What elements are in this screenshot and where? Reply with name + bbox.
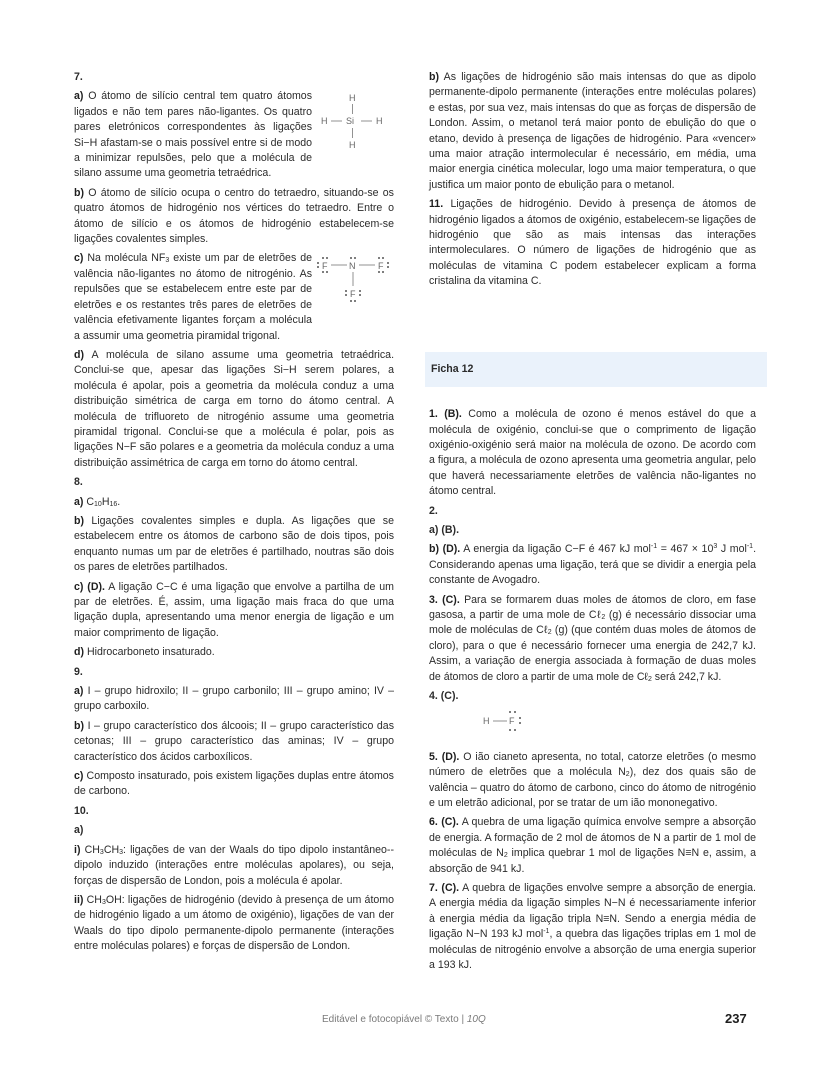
q8c-text: A ligação C−C é uma ligação que envolve a partilha de um par de eletrões. É, assim, uma ligação mais fraca do que uma ligação dupla, apresentando uma menor energia de ligação e um maior comprimento de ligação.: [74, 580, 394, 639]
q10-ii-formula-a: CH: [86, 893, 102, 906]
f3-label: 3. (C).: [429, 593, 460, 606]
q11-answer: [429, 197, 756, 289]
nf3-lewis-diagram: [313, 251, 393, 307]
f4-answer: 4. (C).: [429, 690, 459, 702]
q10-i-sub-a: 3: [99, 848, 104, 856]
question-8-number: 8.: [74, 476, 83, 489]
footer-copyright: Editável e fotocopiável © Texto |: [322, 1014, 467, 1025]
q10-ii-formula-b: OH: [105, 893, 122, 906]
f3-t2: (g) é necessário dissociar uma mole de moléculas de Cℓ: [429, 608, 756, 637]
nf3-f-left: F: [322, 261, 328, 272]
q8a-c: C: [86, 495, 95, 508]
q8a-end: .: [117, 495, 121, 508]
q8a-label: a): [74, 495, 84, 508]
q11-label: 11.: [429, 198, 444, 211]
q10a-ii-label: ii): [74, 893, 84, 906]
q8a-h-sub: 16: [109, 500, 118, 508]
question-10-number: 10.: [74, 804, 89, 817]
silane-h-bottom: H: [349, 140, 356, 151]
f2b-t3: J mol: [717, 543, 747, 556]
page-number: 237: [725, 1011, 747, 1026]
silane-h-top: H: [349, 93, 356, 104]
f1-text: Como a molécula de ozono é menos estável do que a molécula de oxigénio, conclui-se que o comprimento de ligação oxigénio-oxigénio será maior na molécula de ozono. De acordo com a figura, a molécula de ozono apresenta uma geometria angular, pelo que haverá necessariamente eletrões de valência não-ligantes no átomo central.: [429, 408, 757, 498]
q7c-text-pre: Na molécula NF: [87, 252, 166, 265]
f3-s1: 2: [601, 613, 606, 621]
q8a-answer: [74, 495, 394, 510]
hf-h: H: [483, 716, 490, 727]
f2b-sup3: -1: [746, 543, 754, 551]
f5-t1: O ião cianeto apresenta, no total, catorze eletrões (o mesmo número de eletrões que a molécula N: [429, 750, 756, 779]
silane-structure-figure: [312, 89, 394, 155]
q10-i-sub-b: 3: [119, 848, 124, 856]
nf3-structure-figure: [312, 251, 394, 307]
q8c-answer: [74, 580, 394, 642]
f2b-t1: A energia da ligação C−F é 467 kJ mol: [463, 543, 651, 556]
question-9-number: 9.: [74, 665, 83, 678]
f7-label: 7. (C).: [429, 882, 460, 895]
q8d-label: d): [74, 646, 84, 659]
q8c-label: c) (D).: [74, 580, 105, 593]
question-7-number: 7.: [74, 71, 83, 83]
q7d-label: d): [74, 348, 84, 361]
f2b-t4: . Considerando apenas uma ligação, terá que se dividir a energia pela constante de Avogadro.: [429, 543, 757, 587]
q10-ii-text: : ligações de hidrogénio (devido à presença de um átomo de hidrogénio ligado a um átomo de oxigénio), ligações de van der Waals do tipo dipolo permanente-dipolo permanente (interações entre moléculas polares) e forças de dispersão de London.: [74, 893, 394, 953]
q8a-h: H: [101, 495, 110, 508]
f5-label: 5. (D).: [429, 750, 460, 763]
f3-t3: (g) (que contém duas moles de átomos de cloro), para o que é necessário fornecer uma energia de 242,7 kJ. Assim, a variação de energia associada à formação de duas moles de átomos de cloro a partir de uma mole de Cℓ: [429, 624, 756, 683]
q10-i-text: : ligações de van der Waals do tipo dipolo instantâneo--dipolo induzido (interações entre moléculas apolares), ou seja, forças de dispersão de London, pois a molécula é apolar.: [74, 843, 394, 887]
silane-si: Si: [346, 116, 355, 127]
hf-lewis-diagram: [481, 708, 531, 734]
q11-text: Ligações de hidrogénio. Devido à presença de átomos de hidrogénio ligados a átomos de oxigénio, estabelecem-se ligações de hidrogénio que são as mais intensas das interações intermoleculares. O número de ligações de hidrogénio que as moléculas de vitamina C podem estabelecer explicam a forma cristalina da vitamina C.: [429, 198, 756, 288]
q10a-ii-answer: [74, 893, 394, 955]
f2b-sup2: 3: [713, 543, 718, 551]
q7c-subscript: 3: [165, 257, 170, 265]
hf-f: F: [509, 716, 515, 727]
q9b-text: I – grupo característico dos álcoois; II – grupo característico das cetonas; III – grupo característico das aminas; IV – grupo característico dos ácidos carboxílicos.: [74, 719, 394, 763]
f2-number: 2.: [429, 504, 438, 517]
q9c-text: Composto insaturado, pois existem ligações duplas entre átomos de carbono.: [74, 770, 394, 798]
f7-answer: [429, 881, 756, 973]
f6-answer: [429, 815, 756, 877]
f6-s1: 2: [503, 852, 508, 860]
f5-t2: ), dez dos quais são de valência – quatro do átomo de carbono, cinco do átomo de nitrogénio e um eletrão adicional, por se tratar de um ião mononegativo.: [429, 766, 756, 810]
q7b-answer: [74, 186, 394, 248]
left-column: [74, 70, 394, 959]
q7a-label: a): [74, 90, 84, 103]
q7a-block: [74, 89, 394, 185]
f7-t1: A quebra de ligações envolve sempre a absorção de energia. A energia média da ligação simples N−N é necessariamente inferior à energia média da ligação tripla N≡N. Sendo a energia média de ligação N−N 193 kJ mol: [429, 882, 756, 941]
q9b-label: b): [74, 719, 84, 732]
footer-book-title: 10Q: [466, 1014, 486, 1025]
page-footer: [322, 1014, 486, 1025]
q10a-i-answer: [74, 843, 394, 889]
q9a-label: a): [74, 685, 84, 698]
q9a-answer: [74, 684, 394, 715]
q10-ii-sub: 3: [101, 898, 106, 906]
f3-t4: será 242,7 kJ.: [651, 670, 722, 683]
q7a-answer: [74, 89, 312, 181]
q10a-label: a): [74, 824, 84, 837]
q10-i-formula-a: CH: [84, 843, 100, 856]
f6-label: 6. (C).: [429, 816, 459, 829]
q7d-text: A molécula de silano assume uma geometria tetraédrica. Conclui-se que, apesar das ligações Si−H serem polares, a molécula é apolar, pois a geometria da molécula conduz a uma distribuição simétrica de carga em torno do átomo central. A molécula de trifluoreto de nitrogénio assume uma geometria piramidal trigonal. Conclui-se que a molécula é polar, pois as ligações N−F são polares e a geometria da molécula conduz a uma distribuição assimétrica de carga em torno do átomo central.: [74, 348, 395, 469]
f7-t2: , a quebra das ligações triplas em 1 mol de moléculas de nitrogénio envolve a absorção de uma energia superior a 193 kJ.: [429, 928, 757, 972]
q7d-answer: [74, 348, 394, 471]
q8a-c-sub: 10: [94, 500, 102, 508]
f2b-sup1: -1: [650, 543, 658, 551]
q7c-block: [74, 251, 394, 347]
q7a-text: O átomo de silício central tem quatro átomos ligados e não tem pares não-ligantes. Os quatro pares eletrónicos correspondentes às ligações Si−H afastam-se o mais possível entre si de modo a minimizar repulsões, pelo que a molécula de silano assume uma geometria tetraédrica.: [74, 90, 312, 180]
q9b-answer: [74, 719, 394, 765]
silane-h-right: H: [376, 116, 383, 127]
f2a-answer: a) (B).: [429, 523, 460, 536]
q10b-label: b): [429, 71, 439, 83]
q7b-label: b): [74, 186, 84, 199]
q10-i-formula-b: CH: [103, 843, 120, 856]
q8b-label: b): [74, 514, 84, 527]
section-header-ficha-12: Ficha 12: [425, 352, 767, 387]
q7c-answer: [74, 251, 312, 343]
f3-s3: 2: [647, 675, 652, 683]
f2b-label: b) (D).: [429, 543, 461, 556]
q8b-text: Ligações covalentes simples e dupla. As ligações que se estabelecem entre os átomos de carbono são de dois tipos, pois enquanto numas um par de eletrões é partilhado, noutras são dois os pares de eletrões partilhados.: [74, 514, 394, 574]
f3-answer: [429, 593, 756, 685]
f6-t1: A quebra de uma ligação química envolve sempre a absorção de energia. A formação de 2 mol de átomos de N a partir de 1 mol de moléculas de N: [429, 816, 757, 860]
silane-lewis-diagram: [318, 89, 388, 155]
q9a-text: I – grupo hidroxilo; II – grupo carbonilo; III – grupo amino; IV – grupo carboxilo.: [74, 685, 394, 713]
nf3-n: N: [349, 261, 356, 272]
q7b-text: O átomo de silício ocupa o centro do tetraedro, situando-se os quatro átomos de hidrogénio nos vértices do tetraedro. Entre o átomo de silício e os átomos de hidrogénio estabelecem-se ligações covalentes simples.: [74, 186, 394, 246]
q10a-i-label: i): [74, 843, 81, 856]
right-column: [429, 70, 756, 978]
f6-t2: implica quebrar 1 mol de ligações N≡N e, assim, a absorção de 941 kJ.: [429, 847, 757, 875]
f5-s1: 2: [625, 771, 630, 779]
q7c-label: c): [74, 252, 84, 265]
f1-label: 1. (B).: [429, 408, 462, 421]
q9c-answer: [74, 769, 394, 800]
f3-s2: 2: [547, 629, 552, 637]
f3-t1: Para se formarem duas moles de átomos de cloro, em fase gasosa, a partir de uma mole de Cℓ: [429, 593, 756, 621]
q8d-text: Hidrocarboneto insaturado.: [86, 646, 215, 659]
q10b-text: As ligações de hidrogénio são mais intensas do que as dipolo permanente-dipolo permanente (interações entre moléculas polares) e estas, por sua vez, mais intensas do que as forças de dispersão de London. Assim, o metanol terá maior ponto de ebulição do que o etano, devido à presença de ligações de hidrogénio. Para «vencer» uma maior atração intermolecular é necessário, em média, uma maior energia cinética molecular, logo uma maior temperatura, o que justifica um maior ponto de ebulição para o metanol.: [429, 71, 756, 191]
q7c-text-post: existe um par de eletrões de valência não-ligantes no átomo de nitrogénio. As repulsões que se estabelecem entre este par de eletrões e os restantes três pares de eletrões de valência efetivamente ligantes forçam a molécula a assumir uma geometria piramidal trigonal.: [74, 252, 312, 342]
f2b-t2: = 467 × 10: [657, 543, 714, 556]
q10b-answer: [429, 70, 756, 193]
f2b-answer: [429, 542, 756, 588]
q9c-label: c): [74, 770, 84, 783]
q8b-answer: [74, 514, 394, 576]
nf3-f-bottom: F: [350, 289, 356, 300]
f7-s1: -1: [543, 928, 550, 936]
silane-h-left: H: [321, 116, 328, 127]
hf-structure-figure: [481, 708, 756, 739]
f1-answer: [429, 407, 756, 499]
q8d-answer: [74, 645, 394, 660]
f5-answer: [429, 750, 756, 812]
nf3-f-right: F: [378, 261, 384, 272]
